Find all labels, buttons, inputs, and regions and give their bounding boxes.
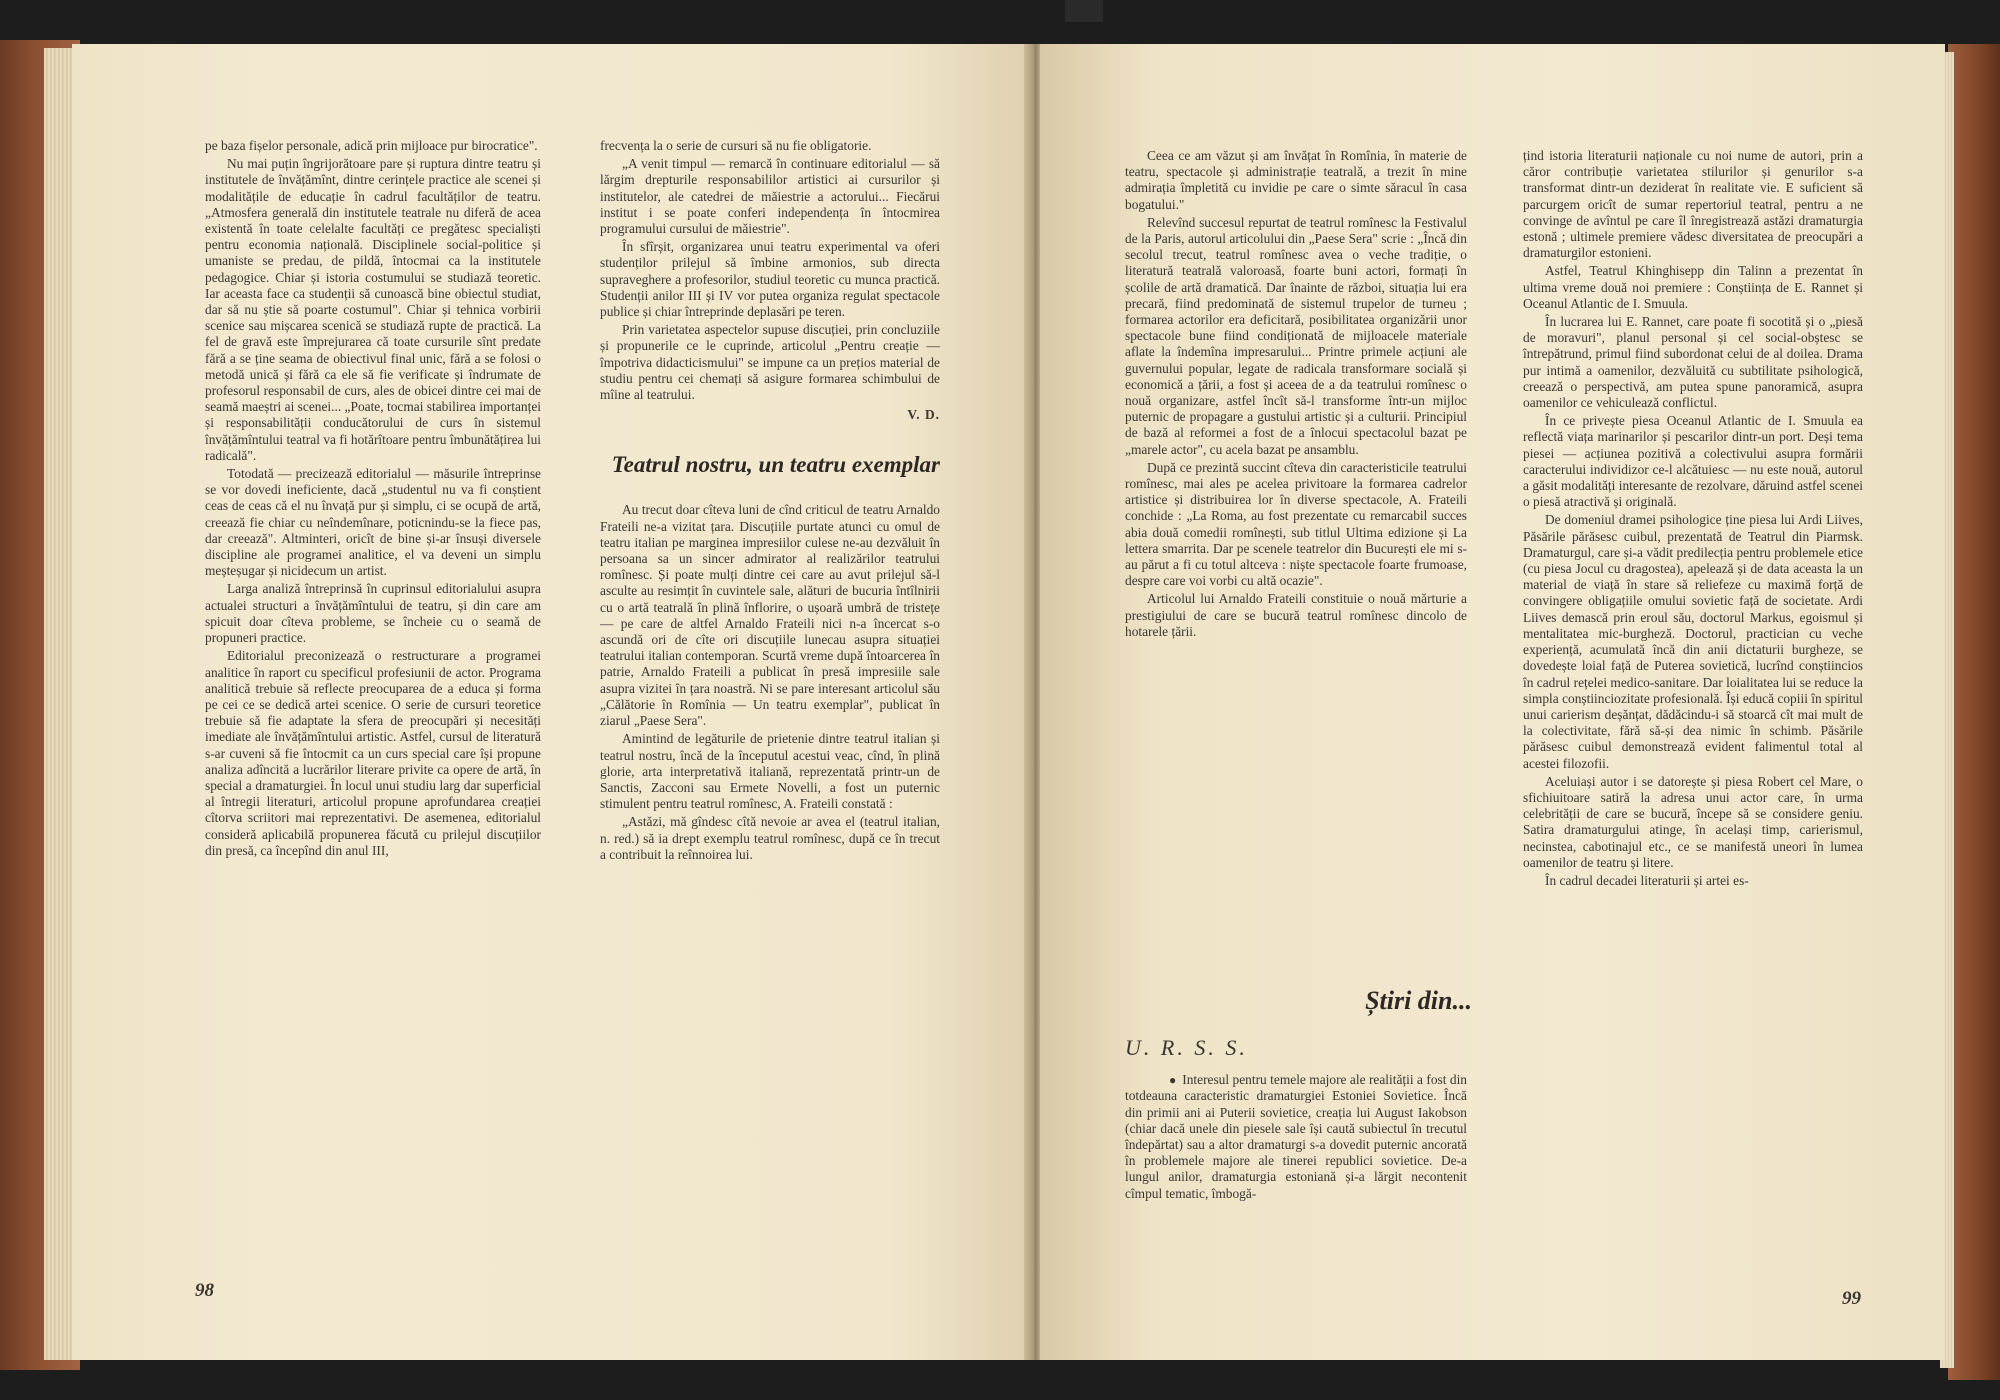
paragraph: Editorialul preconizează o restructurare a programei analitice în raport cu specificul profesiunii de actor. Programa analitică trebuie să reflecte preocuparea de a educa și forma pe cei ce se dedică artei scenice. O serie de cursuri teoretice trebuie să fie adaptate la sfera de preocupări și necesități imediate ale învățămîntului artistic. Astfel, cursul de literatură s-ar cuveni să fie întocmit ca un curs special care își propune analiza adîncită a lucrărilor literare privite ca opere de artă, în special a dramaturgiei. În locul unui studiu larg dar superficial al întregii literaturi, articolul propune aprofundarea creației cîtorva scriitori mai reprezentativi. De asemenea, editorialul consideră aplicabilă propunerea făcută cu prilejul discuțiilor din presă, ca începînd din anul III, <box>205 648 541 858</box>
paragraph: De domeniul dramei psihologice ține piesa lui Ardi Liives, Păsările părăsesc cuibul, prezentată de Teatrul din Piarmsk. Dramaturgul, care și-a vădit predilecția pentru problemele etice (cu piesa Jocul cu dragostea), apelează și de data aceasta la un material de viață în stare să reliefeze cu maximă forță de convingere obligațiile omului sovietic față de societate. Ardi Liives demască prin eroul său, doctorul Markus, egoismul și mentalitatea mic-burgheză. Doctorul, practician cu veche experiență, acumulată încă din anii dictaturii burgheze, se dovedește loial față de Puterea sovietică, lucrînd conștiincios în cadrul rețelei medico-sanitare. Dar loialitatea lui se reduce la simpla conștiinciozitate profesională. Își educă copiii în spiritul unui carierism deșănțat, dădăcindu-i să stoarcă cît mai mult de la colectivitate, fără să-și dea nimic în schimb. Păsările părăsesc cuibul demonstrează evident falimentul total al acestei filozofii. <box>1523 512 1863 771</box>
paragraph: După ce prezintă succint cîteva din caracteristicile teatrului romînesc, mai ales pe acelea privitoare la formarea cadrelor artistice și distribuirea lor în diverse spectacole, A. Frateili conchide : „La Roma, au fost prezentate cu remarcabil succes abia două comedii romînești, sub titlul Ultima edizione și La lettera smarrita. Dar pe scenele teatrelor din București ele mi s-au părut a fi cu totul altceva : niște spectacole foarte frumoase, despre care voi vorbi cu altă ocazie". <box>1125 459 1467 589</box>
paragraph: pe baza fișelor personale, adică prin mijloace pur birocratice". <box>205 138 538 153</box>
paragraph: „Astăzi, mă gîndesc cîtă nevoie ar avea el (teatrul italian, n. red.) să ia drept exemplu teatrul romînesc, după ce în trecut a contribuit la reînnoirea lui. <box>600 814 940 862</box>
bullet-icon: ● <box>1169 1073 1177 1088</box>
paragraph: Interesul pentru temele majore ale realității a fost din totdeauna caracteristic dramaturgiei Estoniei Sovietice. Încă din primii ani ai Puterii sovietice, creația lui August Iakobson (chiar dacă unele din piesele sale își caută subiectul în trecutul îndepărtat) sau a altor dramaturgi s-a dovedit puternic ancorată în problemele majore ale tinerei republici sovietice. De-a lungul anilor, dramaturgia estoniană și-a lărgit necontenit cîmpul tematic, îmbogă- <box>1125 1072 1467 1201</box>
right-page-column-1-news <box>1125 1035 1467 1202</box>
page-number-right: 99 <box>1842 1288 1861 1309</box>
paragraph: Amintind de legăturile de prietenie dintre teatrul italian și teatrul nostru, încă de la începutul acestui veac, cînd, în plină glorie, arta interpretativă italiană, reprezentată printr-un de Sanctis, Zacconi sau Ermete Novelli, a fost un puternic stimulent pentru teatrul romînesc, A. Frateili constată : <box>600 731 940 812</box>
paragraph: În sfîrșit, organizarea unui teatru experimental va oferi studenților prilejul să îmbine armonios, sub directa supraveghere a profesorilor, studiul teoretic cu munca practică. Studenții anilor III și IV vor putea organiza regulat spectacole publice și chiar întreprinde deplasări pe teren. <box>600 239 940 320</box>
paragraph: Au trecut doar cîteva luni de cînd criticul de teatru Arnaldo Frateili ne-a vizitat țara. Discuțiile purtate atunci cu omul de teatru italian pe marginea impresiilor culese ne-au dezvăluit în persoana sa un sincer admirator al realizărilor teatrului romînesc. Și poate mulți dintre cei care au avut prilejul să-l asculte au resimțit în cuvintele sale, alături de bucuria întîlnirii cu o artă teatrală în plină înflorire, o ușoară umbră de tristețe — pe care de altfel Arnaldo Frateili nici n-a încercat s-o ascundă ori de cîte ori discuțiile lunecau asupra situației teatrului italian contemporan. Scurtă vreme după întoarcerea în patrie, Arnaldo Frateili a publicat în presă impresiile sale asupra vizitei în țara noastră. Ni se pare interesant articolul său „Călătorie în Romînia — Un teatru exemplar", publicat în ziarul „Paese Sera". <box>600 502 940 729</box>
book-cover-right <box>1948 44 2000 1380</box>
paragraph: În cadrul decadei literaturii și artei es- <box>1545 872 1749 888</box>
paragraph: Astfel, Teatrul Khinghisepp din Talinn a prezentat în ultima vreme două noi premiere : Conștiința de E. Rannet și Oceanul Atlantic de I. Smuula. <box>1523 263 1863 311</box>
paragraph: Articolul lui Arnaldo Frateili constituie o nouă mărturie a prestigiului de care se bucură teatrul romînesc dincolo de hotarele țării. <box>1125 591 1467 639</box>
scanner-corner-mark <box>1065 0 1103 22</box>
paragraph: țind istoria literaturii naționale cu noi nume de autori, prin a căror contribuție varietatea stilurilor și genurilor s-a transformat dintr-un deziderat în realitate vie. E suficient să parcurgem oricît de sumar repertoriul teatral, pentru a ne convinge de avîntul pe care îl înregistrează astăzi dramaturgia estonă ; ultimele premiere vădesc diversitatea de preocupări a dramaturgilor estonieni. <box>1523 148 1863 261</box>
article-signature: V. D. <box>907 407 940 423</box>
page-number-left: 98 <box>195 1280 214 1301</box>
country-heading: U. R. S. S. <box>1125 1035 1248 1060</box>
paragraph: În lucrarea lui E. Rannet, care poate fi socotită și o „piesă de moravuri", planul personal și cel social-obștesc se întrepătrund, primul fiind subordonat celui de al doilea. Drama pur intimă a oamenilor, dezvăluită cu subtilitate psihologică, creează o perspectivă, am putea spune panoramică, asupra oamenilor ce vehiculează conflictul. <box>1523 314 1863 411</box>
paragraph: frecvența la o serie de cursuri să nu fie obligatorie. <box>600 138 872 153</box>
right-page-column-1 <box>1125 148 1467 640</box>
paragraph: În ce privește piesa Oceanul Atlantic de I. Smuula ea reflectă viața marinarilor și pescarilor dintr-un port. Deși tema piesei — acțiunea pozitivă a colectivului asupra formării caracterului individizor ce-l alcătuiesc — nu este nouă, autorul a găsit modalități interesante de rezolvare, dăruind astfel scenei o piesă atractivă și originală. <box>1523 413 1863 510</box>
paragraph: Relevînd succesul repurtat de teatrul romînesc la Festivalul de la Paris, autorul articolului din „Paese Sera" scrie : „Încă din secolul trecut, teatrul romînesc avea o veche tradiție, o literatură teatrală valoroasă, foarte buni actori, formați în școlile de artă dramatică. Dar înainte de război, situația lui era precară, fiind predominată de sistemul trupelor de turneu ; formarea actorilor era deficitară, posibilitatea organizării unor spectacole bune fiind condiționată de mijloacele materiale aflate la îndemîna impresarului... Printre primele acțiuni ale guvernului popular, legate de radicala transformare socială și economică a țării, a fost și aceea de a da teatrului romînesc o nouă organizare, astfel încît să-l transforme într-un mijloc puternic de propagare a gustului artistic și a culturii. Principiul de bază al reformei a fost de a înlocui spectacolul bazat pe „marele actor", cu acela bazat pe ansamblu. <box>1125 214 1467 457</box>
paragraph: Prin varietatea aspectelor supuse discuției, prin concluziile și propunerile ce le cuprinde, articolul „Pentru creație — împotriva didacticismului" se impune ca un prețios material de studiu pentru cei chemați să asigure formarea schimbului de mîine al teatrului. <box>600 322 940 403</box>
left-page-column-1 <box>205 138 541 859</box>
paragraph: Nu mai puțin îngrijorătoare pare și ruptura dintre teatru și institutele de învățămînt, dintre cerințele practice ale scenei și modalitățile de educație în cadrul facultăților de teatru. „Atmosfera generală din institutele teatrale nu diferă de acea existentă în toate celelalte facultăți ce pregătesc specialiști pentru economia națională. Disciplinele social-politice și umaniste se predau, de pildă, întocmai ca la institutele pedagogice. Chiar și istoria costumului se studiază teoretic. Iar aceasta face ca studenții să cunoască bine obiectul studiat, dar să nu știe să poarte costumul". Chiar și tehnica vorbirii scenice sau mișcarea scenică se studiază rupte de practică. La fel de gravă este împrejurarea că toate cursurile sînt predate fără a se ține seama de obiectivul final unic, fără a se folosi o metodă unică și fără ca ele să fie verificate și îndrumate de profesorul responsabil de curs, ales de obicei dintre cei mai de seamă maeștri ai scenei... „Poate, tocmai stabilirea importanței și responsabilității conducătorului de curs în sistemul învățămîntului teatral va fi hotărîtoare pentru îmbunătățirea lui radicală". <box>205 156 541 463</box>
article-headline: Teatrul nostru, un teatru exemplar <box>611 452 940 478</box>
paragraph: Totodată — precizează editorialul — măsurile întreprinse se vor dovedi ineficiente, dacă „studentul nu va fi conștient ceas de ceas că el nu învață pur și simplu, ci se ocupă de artă, creează fie chiar cu neîndemînare, poticnindu-se la fiece pas, dar creează". Altminteri, oricît de bine și-ar însuși diversele discipline ale programei analitice, el va deveni un simplu meșteșugar și nicidecum un artist. <box>205 466 541 579</box>
paragraph: Larga analiză întreprinsă în cuprinsul editorialului asupra actualei structuri a învățămîntului de teatru, și din care am spicuit doar cîteva probleme, se încheie cu o seamă de propuneri practice. <box>205 581 541 646</box>
left-page-column-2 <box>600 138 940 863</box>
right-page-column-2 <box>1523 148 1863 889</box>
paragraph: „A venit timpul — remarcă în continuare editorialul — să lărgim drepturile responsabililor artistici ai cursurilor și institutelor, ale catedrei de măiestrie a actorului... Fiecărui institut i se poate conferi independența în întocmirea programului cursului de măiestrie". <box>600 156 940 237</box>
paragraph: Aceluiași autor i se datorește și piesa Robert cel Mare, o sfichiuitoare satiră la adresa unui actor care, în urma celebrității de care se bucură, începe să se considere geniu. Satira dramaturgului atinge, în același timp, carierismul, necinstea, cabotinajul etc., ce se manifestă uneori în lumea oamenilor de teatru și litere. <box>1523 773 1863 870</box>
paragraph: Ceea ce am văzut și am învățat în Romînia, în materie de teatru, spectacole și administrație teatrală, a trezit în mine admirația împletită cu invidie pe care o simte săracul în casa bogatului." <box>1125 148 1467 212</box>
news-section-heading: Știri din... <box>1365 986 1472 1015</box>
